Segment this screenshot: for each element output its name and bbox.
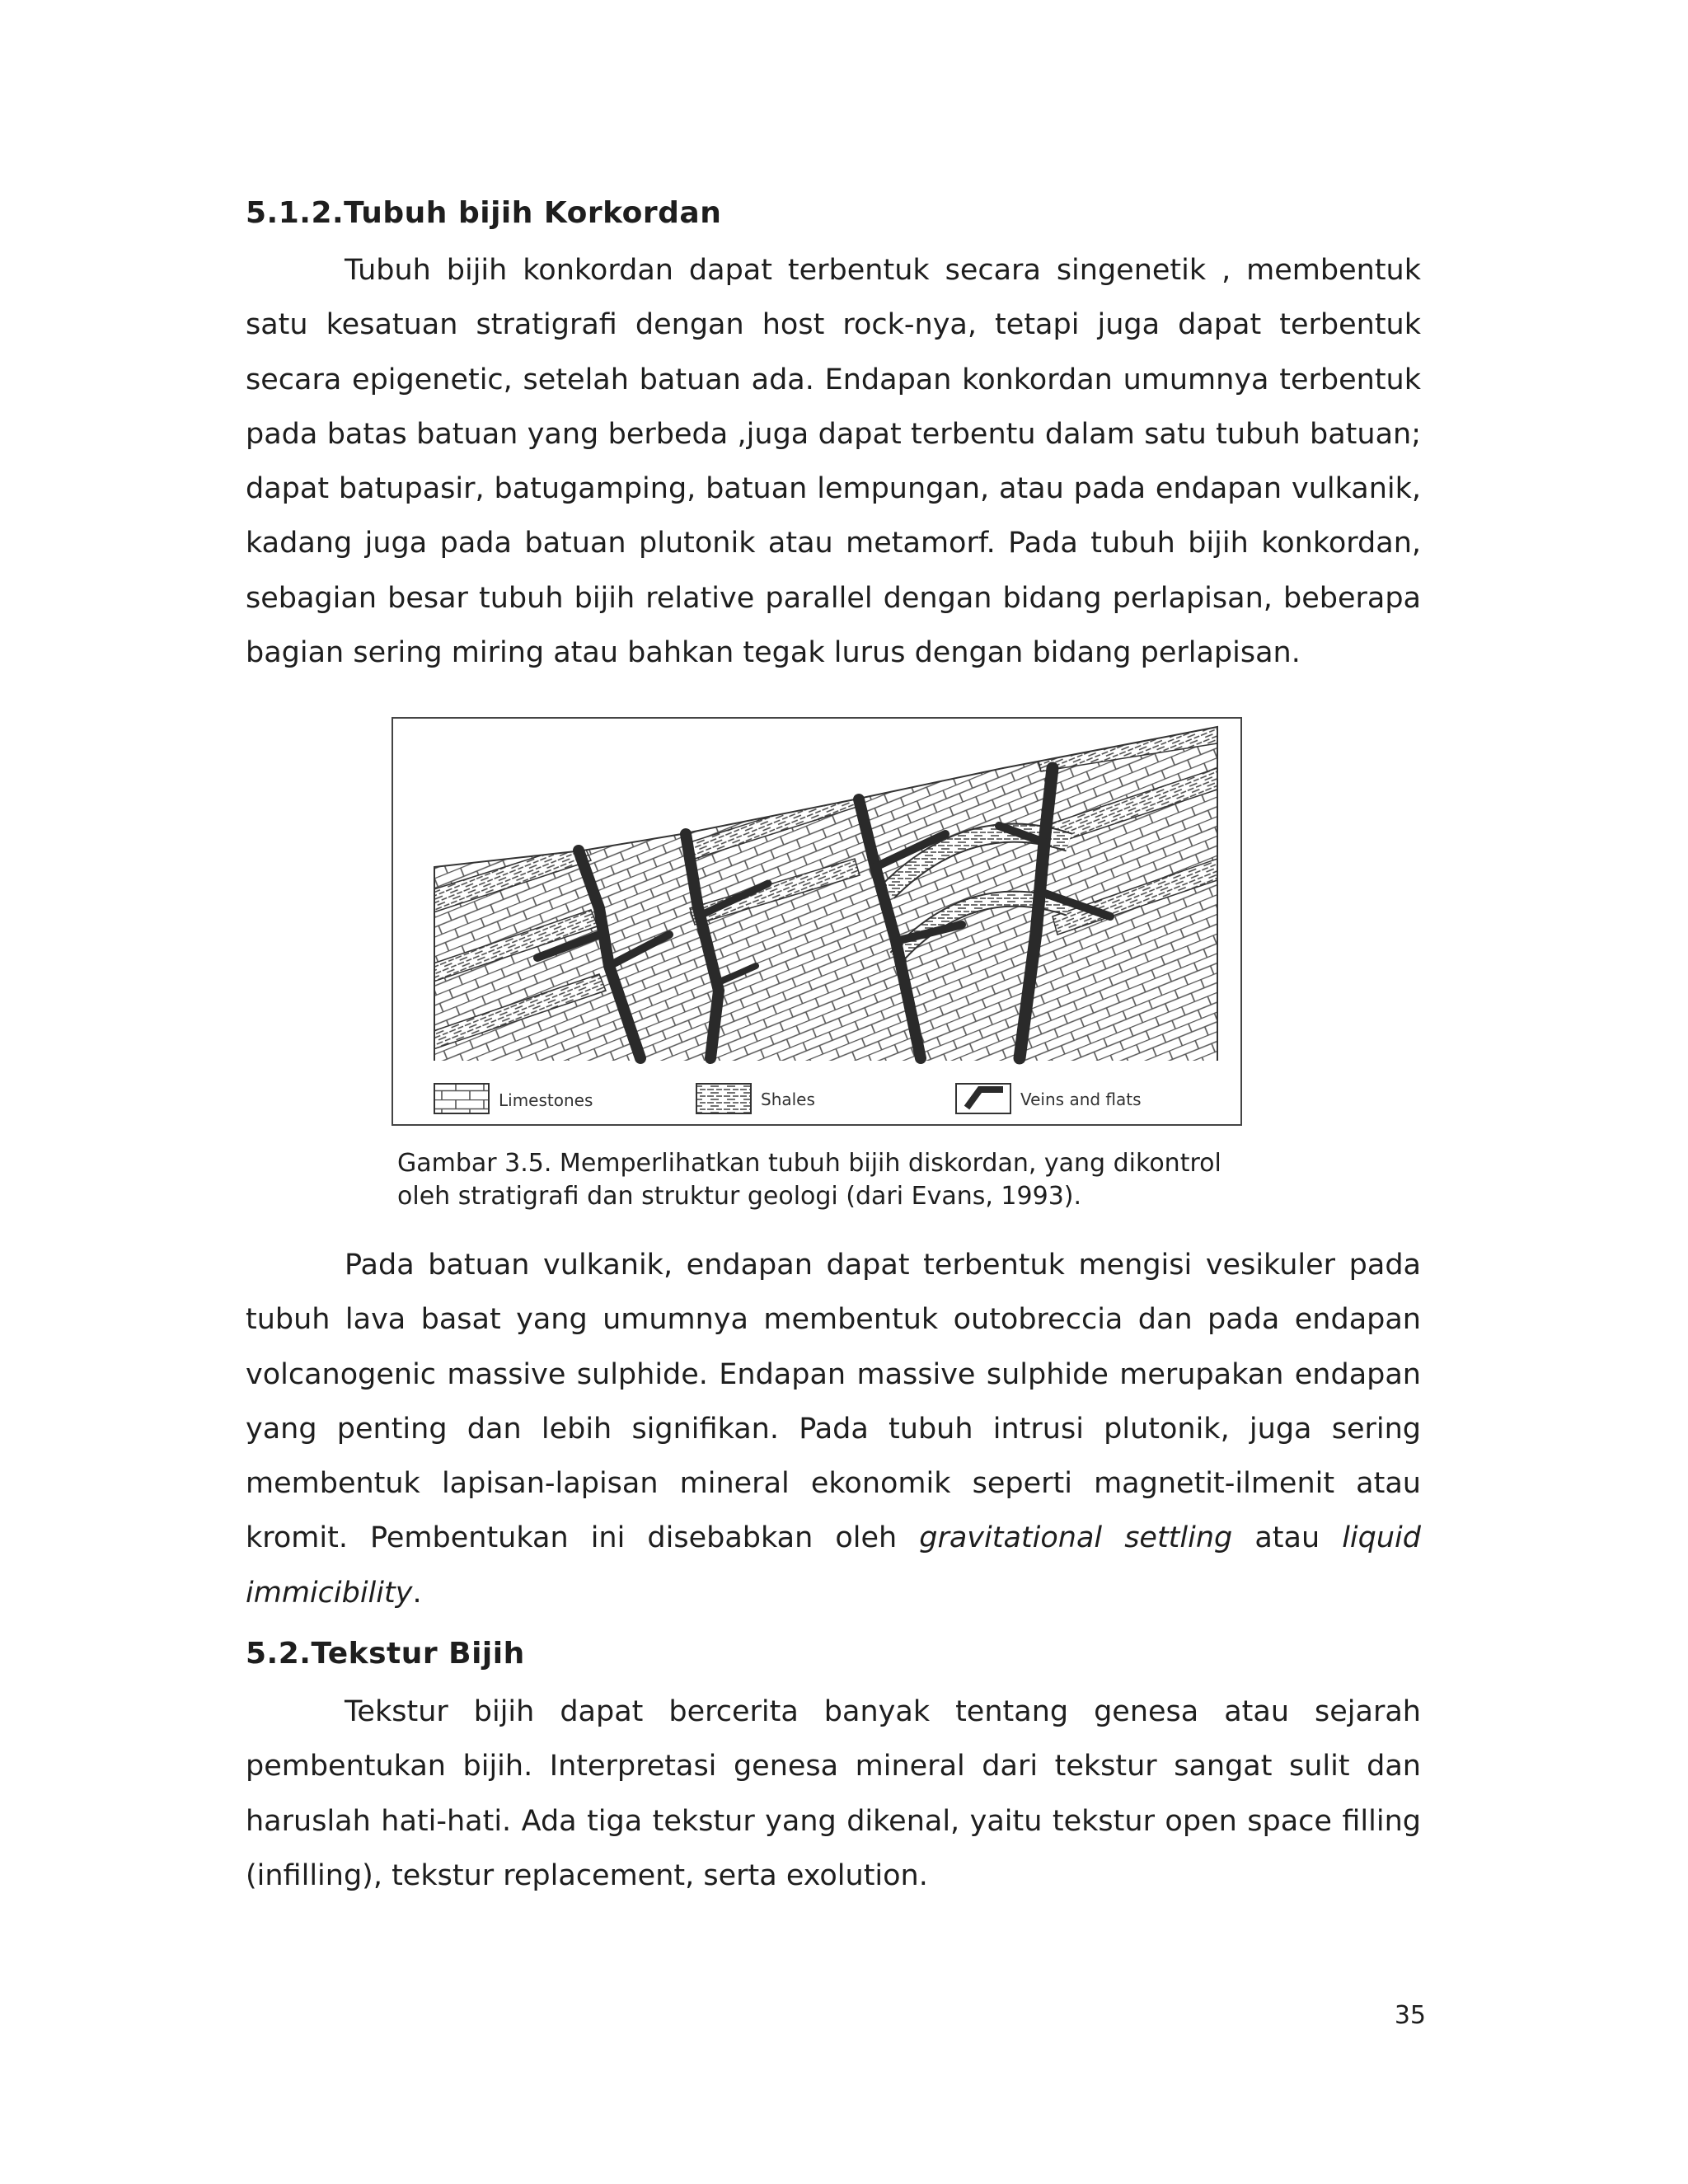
paragraph-tekstur: Tekstur bijih dapat bercerita banyak tentang genesa atau sejarah pembentukan bijih. Interpretasi genesa mineral dari tekstur sangat sulit dan haruslah hati-hati. Ada tiga tekstur yang dikenal, yaitu tekstur open space filling (infilling), tekstur replacement, serta exolution. <box>246 1695 1421 1892</box>
legend-veins-swatch <box>956 1084 1010 1113</box>
legend-limestones-label: Limestones <box>499 1090 593 1110</box>
paragraph-konkordan: Tubuh bijih konkordan dapat terbentuk secara singenetik , membentuk satu kesatuan stratigrafi dengan host rock-nya, tetapi juga dapat terbentuk secara epigenetic, setelah batuan ada. Endapan konkordan umumnya terbentuk pada batas batuan yang berbeda ,juga dapat terbentu dalam satu tubuh batuan; dapat batupasir, batugamping, batuan lempungan, atau pada endapan vulkanik, kadang juga pada batuan plutonik atau metamorf. Pada tubuh bijih konkordan, sebagian besar tubuh bijih relative parallel dengan bidang perlapisan, beberapa bagian sering miring atau bahkan tegak lurus dengan bidang perlapisan. <box>246 254 1421 670</box>
paragraph-vulkanik <box>246 1238 1421 1620</box>
caption-line-2: oleh stratigrafi dan struktur geologi (dari Evans, 1993). <box>397 1182 1082 1211</box>
legend-shales-label: Shales <box>761 1090 815 1109</box>
paragraph-vulkanik-end: . <box>412 1576 422 1610</box>
figure-caption <box>397 1147 1230 1213</box>
page-number: 35 <box>1394 2001 1426 2030</box>
legend-veins-label: Veins and flats <box>1020 1090 1142 1109</box>
legend-shales-swatch <box>696 1084 751 1113</box>
term-gravitational-settling: gravitational settling <box>919 1521 1233 1555</box>
paragraph-vulkanik-conj: atau <box>1232 1521 1343 1555</box>
legend-limestones-swatch <box>434 1084 489 1113</box>
legend <box>434 1084 1142 1113</box>
caption-line-1: Gambar 3.5. Memperlihatkan tubuh bijih diskordan, yang dikontrol <box>397 1149 1221 1178</box>
paragraph-vulkanik-text: Pada batuan vulkanik, endapan dapat terbentuk mengisi vesikuler pada tubuh lava basat yang umumnya membentuk outobreccia dan pada endapan volcanogenic massive sulphide. Endapan massive sulphide merupakan endapan yang penting dan lebih signifikan. Pada tubuh intrusi plutonik, juga sering membentuk lapisan-lapisan mineral ekonomik seperti magnetit-ilmenit atau kromit. Pembentukan ini disebabkan oleh <box>246 1249 1421 1555</box>
section-heading-tubuh-bijih: 5.1.2.Tubuh bijih Korkordan <box>246 196 722 230</box>
figure-geologic-cross-section <box>392 717 1242 1126</box>
term-liquid-immicibility: liquid immicibility <box>246 1521 1421 1610</box>
cross-section-illustration <box>393 719 1240 1124</box>
section-heading-tekstur-bijih: 5.2.Tekstur Bijih <box>246 1637 525 1671</box>
